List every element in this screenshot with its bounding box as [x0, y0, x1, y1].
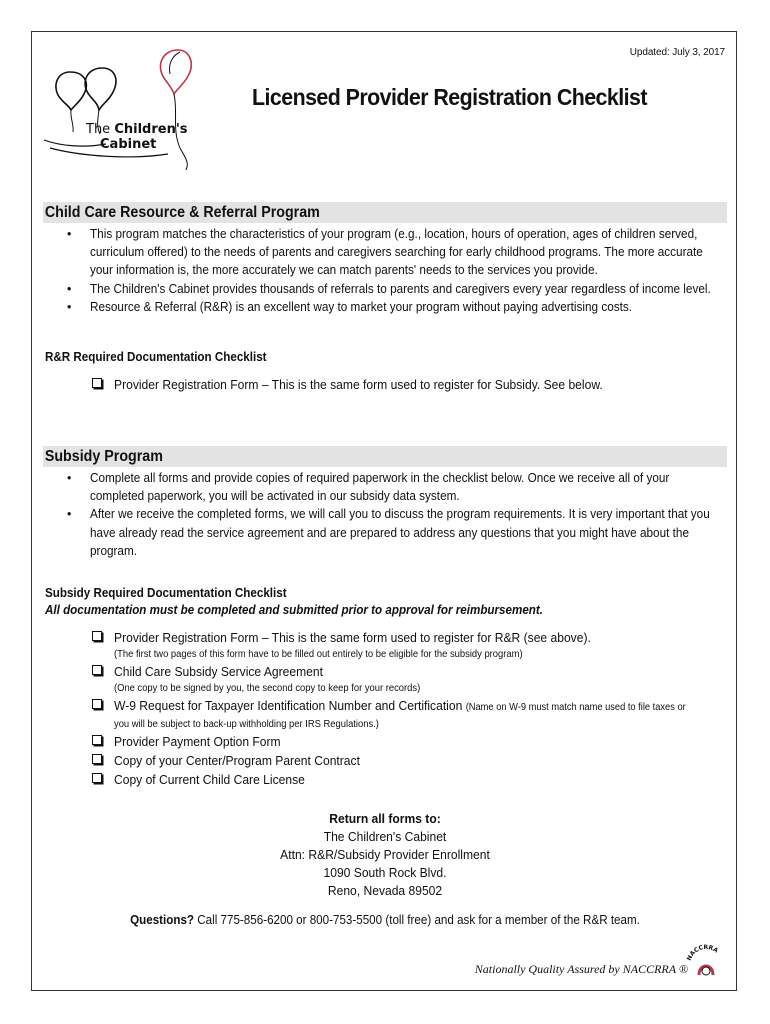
- checkbox-icon[interactable]: [92, 378, 102, 388]
- checkbox-icon[interactable]: [92, 754, 102, 764]
- rr-bullet-list: [58, 225, 726, 316]
- naccrra-seal-icon: [684, 941, 728, 985]
- rr-section-heading-bar: [43, 202, 727, 223]
- list-item: • Resource & Referral (R&R) is an excellent way to market your program without paying advertising costs.: [58, 298, 726, 316]
- subsidy-checklist: [92, 628, 732, 789]
- checklist-item[interactable]: Provider Registration Form – This is the same form used to register for Subsidy. See below.: [92, 375, 732, 394]
- checklist-item[interactable]: Provider Payment Option Form: [92, 732, 732, 751]
- childrens-cabinet-logo: [40, 44, 210, 174]
- return-line: 1090 South Rock Blvd.: [323, 865, 447, 880]
- subsidy-section-heading: Subsidy Program: [44, 448, 163, 465]
- rr-checklist-heading: R&R Required Documentation Checklist: [45, 350, 267, 364]
- checklist-item[interactable]: W-9 Request for Taxpayer Identification Number and Certification (Name on W-9 must match name used to file taxes or you will be subject to back-up withholding per IRS Regulations.): [92, 696, 732, 732]
- checklist-item[interactable]: Child Care Subsidy Service Agreement (One copy to be signed by you, the second copy to keep for your records): [92, 662, 732, 696]
- naccrra-statement: Nationally Quality Assured by NACCRRA ®: [474, 962, 688, 976]
- svg-text:NACCRRA: NACCRRA: [685, 943, 720, 962]
- rr-checklist: [92, 375, 732, 394]
- checklist-item[interactable]: Provider Registration Form – This is the same form used to register for R&R (see above). (The first two pages of this form have to be filled out entirely to be eligible for the subsidy program): [92, 628, 732, 662]
- list-item: • Complete all forms and provide copies of required paperwork in the checklist below. Once we receive all of your completed paperwork, you will be activated in our subsidy data system.: [58, 469, 726, 505]
- logo-wordmark: The Children's Cabinet: [86, 122, 188, 152]
- return-line: The Children's Cabinet: [323, 829, 447, 844]
- list-item: • The Children's Cabinet provides thousands of referrals to parents and caregivers every year regardless of income level.: [58, 280, 726, 298]
- checkbox-icon[interactable]: [92, 699, 102, 709]
- questions-line: Questions? Call 775-856-6200 or 800-753-5500 (toll free) and ask for a member of the R&R team.: [130, 913, 640, 927]
- checklist-item[interactable]: Copy of Current Child Care License: [92, 770, 732, 789]
- list-item: • After we receive the completed forms, we will call you to discuss the program requirements. It is very important that you have already read the service agreement and are prepared to address any questions that you might have about the program.: [58, 505, 726, 560]
- subsidy-section-heading-bar: [43, 446, 727, 467]
- return-heading: Return all forms to:: [329, 811, 441, 826]
- subsidy-checklist-subheading: All documentation must be completed and submitted prior to approval for reimbursement.: [45, 603, 544, 617]
- rr-section-heading: Child Care Resource & Referral Program: [44, 204, 320, 221]
- return-line: Attn: R&R/Subsidy Provider Enrollment: [280, 847, 490, 862]
- return-line: Reno, Nevada 89502: [327, 883, 443, 898]
- checkbox-icon[interactable]: [92, 631, 102, 641]
- subsidy-bullet-list: [58, 469, 726, 560]
- document-title: Licensed Provider Registration Checklist: [252, 84, 647, 110]
- checklist-item[interactable]: Copy of your Center/Program Parent Contract: [92, 751, 732, 770]
- return-address-block: [200, 810, 570, 900]
- list-item: • This program matches the characteristics of your program (e.g., location, hours of operation, ages of children served, curriculum offered) to the needs of parents and caregivers searching for early childhood programs. The more accurate your information is, the more accurately we can match parents' needs to the services you provide.: [58, 225, 726, 280]
- checkbox-icon[interactable]: [92, 665, 102, 675]
- subsidy-checklist-heading: Subsidy Required Documentation Checklist: [45, 586, 287, 600]
- checkbox-icon[interactable]: [92, 735, 102, 745]
- checkbox-icon[interactable]: [92, 773, 102, 783]
- updated-date: Updated: July 3, 2017: [629, 47, 725, 58]
